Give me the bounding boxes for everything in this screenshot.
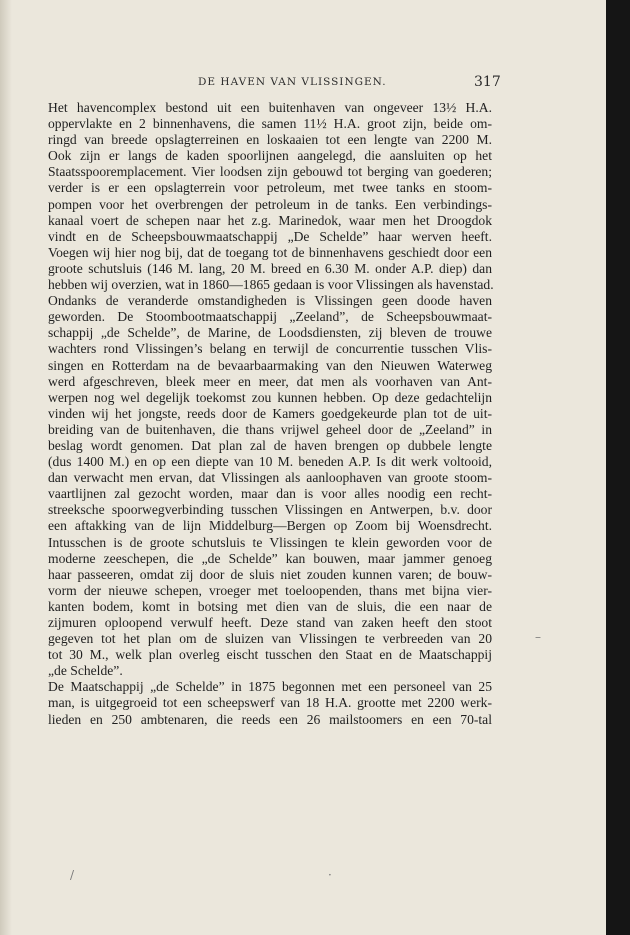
- text-line: man, is uitgegroeid tot een scheepswerf van 18 H.A. grootte met 2200 werk-: [48, 695, 492, 711]
- text-line: vinden wij het jongste, reeds door de Kamers goedgekeurde plan tot de uit-: [48, 405, 492, 421]
- scan-border: [606, 0, 630, 935]
- text-line: lieden en 250 ambtenaren, die reeds een 26 mailstoomers en een 70-tal: [48, 711, 492, 727]
- text-line: streeksche spoorwegverbinding tusschen Vlissingen en Antwerpen, b.v. door: [48, 502, 492, 518]
- text-line: tot 30 M., welk plan overleg eischt tusschen den Staat en de Maatschappij: [48, 647, 492, 663]
- text-line: verder is er een opslagterrein voor petroleum, met twee tanks en stoom-: [48, 180, 492, 196]
- text-line: wachters rond Vlissingen’s belang en terwijl de concurrentie tusschen Vlis-: [48, 341, 492, 357]
- text-line: (dus 1400 M.) en op een diepte van 10 M. beneden A.P. Is dit werk voltooid,: [48, 454, 492, 470]
- text-line: Ondanks de veranderde omstandigheden is Vlissingen geen doode haven: [48, 293, 492, 309]
- text-line: haar passeeren, omdat zij door de sluis niet zouden kunnen varen; de bouw-: [48, 566, 492, 582]
- text-line: vorm der nieuwe schepen, vroeger met toeloopenden, thans met bijna vier-: [48, 582, 492, 598]
- text-line: „de Schelde”.: [48, 663, 123, 679]
- text-line: kanten bodem, komt in botsing met dien van de sluis, die een naar de: [48, 598, 492, 614]
- page-gutter-shadow: [0, 0, 12, 935]
- text-line: vaartlijnen zal gezocht worden, maar dan is voor alles noodig een recht-: [48, 486, 492, 502]
- text-line: oppervlakte en 2 binnenhavens, die samen 11½ H.A. groot zijn, beide om-: [48, 116, 492, 132]
- text-line: hebben wij overzien, wat in 1860—1865 gedaan is voor Vlissingen als havenstad.: [48, 277, 494, 293]
- text-line: werd afgeschreven, bleek meer en meer, dat men als voorhaven van Ant-: [48, 373, 492, 389]
- text-line: breiding van de buitenhaven, die thans vrijwel geheel door de „Zeeland” in: [48, 421, 492, 437]
- text-line: Voegen wij hier nog bij, dat de toegang tot de binnenhavens geschiedt door een: [48, 244, 492, 260]
- text-line: een aftakking van de lijn Middelburg—Bergen op Zoom bij Woensdrecht.: [48, 518, 492, 534]
- running-title: DE HAVEN VAN VLISSINGEN.: [198, 76, 387, 88]
- text-line: dan verwacht men ervan, dat Vlissingen als aanloophaven van groote stoom-: [48, 470, 492, 486]
- text-line: De Maatschappij „de Schelde” in 1875 begonnen met een personeel van 25: [48, 679, 492, 695]
- text-line: moderne zeeschepen, die „de Schelde” kan bouwen, maar jammer genoeg: [48, 550, 492, 566]
- stray-mark: –: [535, 630, 541, 644]
- stray-mark: /: [70, 868, 75, 882]
- text-line: Staatsspooremplacement. Vier loodsen zijn gebouwd tot berging van goederen;: [48, 164, 492, 180]
- text-line: gegeven tot het plan om de sluizen van Vlissingen te verbreeden van 20: [48, 631, 492, 647]
- text-line: werpen nog wel degelijk toekomst zou kunnen hebben. Op deze gedachtelijn: [48, 389, 492, 405]
- text-line: beslag wordt genomen. Dat plan zal de haven brengen op dubbele lengte: [48, 437, 492, 453]
- text-line: Het havencomplex bestond uit een buitenhaven van ongeveer 13½ H.A.: [48, 100, 492, 115]
- text-line: vindt en de Scheepsbouwmaatschappij „De Schelde” haar werven heeft.: [48, 228, 492, 244]
- stray-mark: ·: [328, 868, 332, 882]
- text-line: zijmuren oploopend verwulf heeft. Deze stand van zaken heeft den stoot: [48, 615, 492, 630]
- text-line: geworden. De Stoombootmaatschappij „Zeeland”, de Scheepsbouwmaat-: [48, 309, 492, 325]
- text-line: Ook zijn er langs de kaden spoorlijnen aangelegd, die aansluiten op het: [48, 148, 492, 164]
- text-line: schappij „de Schelde”, de Marine, de Loodsdiensten, zij bleven de trouwe: [48, 325, 492, 341]
- body-text: [48, 100, 492, 728]
- page-number: 317: [474, 74, 501, 90]
- text-line: Intusschen is de groote schutsluis te Vlissingen te klein geworden voor de: [48, 534, 492, 550]
- text-line: singen en Rotterdam na de bevaarbaarmaking van den Nieuwen Waterweg: [48, 357, 492, 373]
- text-line: ringd van breede opslagterreinen en loskaaien tot een lengte van 2200 M.: [48, 132, 492, 148]
- text-line: kanaal voert de schepen naar het z.g. Marinedok, waar men het Droogdok: [48, 212, 492, 228]
- text-line: pompen voor het overbrengen der petroleum in de tanks. Een verbindings-: [48, 196, 492, 212]
- text-line: groote schutsluis (146 M. lang, 20 M. breed en 6.30 M. onder A.P. diep) dan: [48, 260, 492, 276]
